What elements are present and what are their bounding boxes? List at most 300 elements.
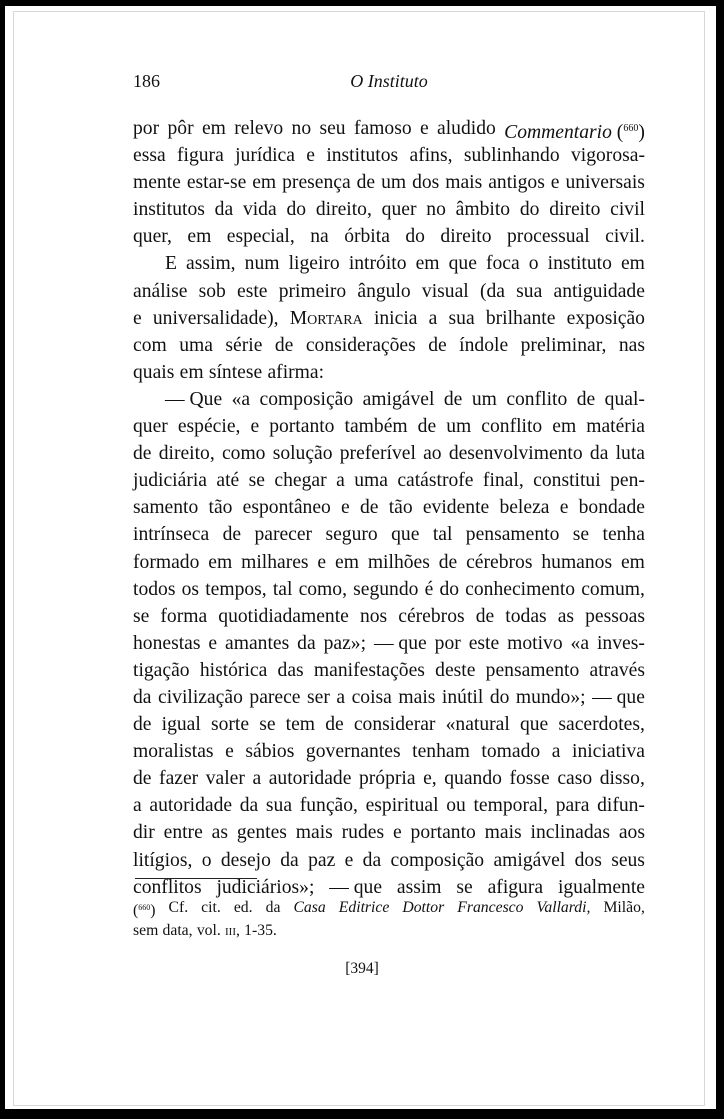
word — [605, 386, 645, 413]
word-text: comum, — [581, 578, 645, 600]
word-text: de — [274, 334, 294, 356]
word — [205, 576, 267, 603]
text-line — [133, 250, 645, 277]
word-text: de — [133, 768, 152, 790]
word — [215, 196, 234, 223]
word-text: um — [381, 172, 407, 194]
word-text: quer — [133, 416, 168, 438]
text-line — [133, 847, 645, 874]
word-text: ed. — [233, 899, 253, 916]
word — [490, 684, 510, 711]
word-text: — que — [373, 632, 427, 654]
word — [342, 819, 384, 846]
word-text: Commentario — [504, 122, 612, 143]
text-line — [133, 792, 645, 819]
word-text: num — [244, 253, 280, 275]
word — [410, 142, 453, 169]
word-text: espiritual — [365, 795, 439, 817]
word-text: manifestações — [313, 659, 425, 681]
word — [398, 603, 464, 630]
word-text: parece — [249, 686, 301, 708]
word — [565, 169, 644, 196]
word-text: chegar — [274, 470, 327, 492]
word-text: no — [426, 199, 446, 221]
word — [212, 819, 228, 846]
word — [505, 603, 546, 630]
word — [232, 386, 251, 413]
word — [391, 521, 419, 548]
word — [507, 223, 590, 250]
word — [586, 413, 645, 440]
footnote-line — [133, 896, 645, 919]
word-text: de — [576, 388, 596, 410]
word — [557, 765, 592, 792]
word-text: do — [286, 199, 307, 221]
word-text: a — [133, 795, 142, 817]
word-text: sua — [448, 307, 475, 329]
word — [486, 657, 580, 684]
word — [133, 847, 192, 874]
word — [290, 305, 363, 332]
word-text: e — [550, 172, 560, 194]
text-line — [133, 630, 645, 657]
word-text: de — [438, 551, 458, 573]
word — [162, 711, 201, 738]
word — [486, 305, 556, 332]
word — [428, 332, 447, 359]
word — [486, 250, 520, 277]
word — [133, 521, 209, 548]
word-text: sem — [133, 922, 159, 939]
word — [560, 494, 569, 521]
word-text: universalidade), — [152, 307, 279, 329]
word — [317, 549, 326, 576]
word-text: é — [424, 578, 434, 600]
word — [245, 738, 294, 765]
word-text: luta — [615, 443, 645, 465]
word-text: ou — [446, 795, 466, 817]
word — [278, 657, 304, 684]
word-text: série — [225, 334, 263, 356]
word-text: mais — [445, 172, 483, 194]
word-text: tenham — [412, 741, 470, 763]
word-text: figura — [176, 145, 224, 167]
word — [529, 250, 539, 277]
word-text: igual — [161, 714, 201, 736]
word — [411, 819, 476, 846]
word — [345, 413, 408, 440]
word-text: assim — [396, 876, 442, 898]
word — [163, 919, 193, 942]
word — [249, 467, 265, 494]
word — [206, 765, 245, 792]
word-text: sacerdotes, — [558, 714, 645, 736]
word-text: da — [214, 199, 234, 221]
word-text: afins, — [409, 145, 453, 167]
word-text: que — [391, 524, 420, 546]
word-text: mais — [295, 822, 333, 844]
word — [445, 169, 482, 196]
word — [571, 630, 590, 657]
word — [585, 603, 645, 630]
word — [299, 576, 347, 603]
word — [165, 250, 177, 277]
word — [133, 603, 149, 630]
word-text: em — [335, 551, 359, 573]
word-text: ângulo — [357, 280, 411, 302]
word-text: samento — [133, 497, 199, 519]
word — [133, 819, 155, 846]
word — [223, 521, 242, 548]
word-text: forma — [160, 605, 208, 627]
word-text: todos — [133, 578, 176, 600]
word — [366, 792, 439, 819]
word-text: «natural — [445, 714, 510, 736]
word — [476, 603, 495, 630]
word-text: parecer — [254, 524, 313, 546]
folio-number: [394] — [345, 960, 379, 977]
word — [456, 196, 510, 223]
word — [169, 896, 189, 919]
word-text: tenha — [602, 524, 645, 546]
word-text: em — [620, 253, 645, 275]
word — [314, 657, 425, 684]
word-text: a — [336, 686, 346, 708]
word-text: e — [344, 849, 354, 871]
word — [353, 576, 418, 603]
word-text: da — [362, 849, 382, 871]
word-text: de — [475, 605, 495, 627]
word-text: solução — [272, 443, 333, 465]
word-text: todas — [505, 605, 547, 627]
word — [296, 819, 333, 846]
word — [266, 792, 292, 819]
word — [237, 819, 287, 846]
word-text: temporal, — [473, 795, 549, 817]
word — [485, 819, 522, 846]
word — [306, 332, 416, 359]
word — [340, 440, 416, 467]
word-text: de — [356, 172, 376, 194]
word — [506, 386, 567, 413]
word — [133, 919, 158, 942]
word — [575, 847, 602, 874]
word — [339, 896, 390, 919]
word-text: jurídica — [235, 145, 295, 167]
word — [178, 413, 241, 440]
word — [481, 413, 542, 440]
word-text: quais — [133, 361, 175, 383]
word — [279, 278, 346, 305]
word — [133, 359, 174, 386]
word-text: afigura — [487, 876, 544, 898]
word-text: preferível — [339, 443, 416, 465]
word-text: Mortara — [289, 307, 363, 329]
word-text: e — [208, 632, 218, 654]
word-text: em — [201, 118, 226, 139]
word — [567, 305, 645, 332]
word — [345, 847, 354, 874]
word-text: caso — [557, 768, 593, 790]
word-text: de — [417, 416, 437, 438]
word-text: dos — [412, 172, 440, 194]
word — [133, 278, 187, 305]
word — [469, 630, 499, 657]
word-text: seu — [319, 118, 346, 139]
footnote-marker: ($^{660}$) — [133, 902, 156, 919]
word-text: matéria — [586, 416, 645, 438]
word: Commentario ($^{660}$) — [504, 122, 645, 143]
word — [425, 576, 434, 603]
word-text: de — [428, 334, 447, 356]
word-text: de — [325, 714, 344, 736]
word-text: e — [225, 741, 234, 763]
word-text: beleza — [499, 497, 550, 519]
word — [616, 440, 645, 467]
word — [244, 919, 277, 942]
word-text: paz»; — [323, 632, 367, 654]
word-text: de — [443, 388, 463, 410]
word-text: iii, — [225, 922, 240, 939]
word — [133, 223, 172, 250]
word — [493, 847, 565, 874]
text-line — [133, 278, 645, 305]
word — [579, 494, 645, 521]
word — [439, 576, 459, 603]
word — [551, 169, 560, 196]
word — [208, 630, 217, 657]
word-text: espontâneo — [242, 497, 331, 519]
word — [297, 630, 316, 657]
word-text: cérebros — [466, 551, 533, 573]
word-text: quando — [444, 768, 502, 790]
word — [621, 250, 645, 277]
word-text: âmbito — [455, 199, 511, 221]
word — [412, 169, 439, 196]
word — [336, 684, 345, 711]
word — [221, 847, 271, 874]
word-text: em — [415, 253, 440, 275]
word — [444, 765, 502, 792]
word-text: antiguidade — [553, 280, 645, 302]
word — [398, 684, 435, 711]
word-text: função, — [299, 795, 358, 817]
word-text: este — [468, 632, 500, 654]
word-text: da — [133, 686, 152, 708]
word — [234, 896, 253, 919]
word — [435, 630, 461, 657]
word-text: sublinhando — [463, 145, 560, 167]
word — [488, 169, 545, 196]
word — [597, 792, 645, 819]
word-text: conflito — [506, 388, 568, 410]
word — [306, 738, 401, 765]
word — [227, 223, 295, 250]
word-text: seus — [611, 849, 645, 871]
word — [521, 332, 607, 359]
word-text: seguro — [325, 524, 378, 546]
text-line — [133, 386, 645, 413]
word — [222, 440, 266, 467]
word — [289, 250, 340, 277]
word-text: considerações — [305, 334, 416, 356]
word — [483, 467, 524, 494]
word-text: deste — [435, 659, 476, 681]
word-text: como, — [298, 578, 347, 600]
text-line — [133, 196, 645, 223]
word — [391, 847, 485, 874]
word-text: dir — [133, 822, 155, 844]
text-line — [133, 467, 645, 494]
word — [252, 169, 276, 196]
word — [473, 792, 548, 819]
word — [548, 250, 612, 277]
word-text: ao — [423, 443, 442, 465]
word — [537, 896, 591, 919]
word — [449, 250, 477, 277]
word-text: — que — [329, 876, 383, 898]
word-text: nas — [618, 334, 645, 356]
word-text: por — [434, 632, 461, 654]
word-text: vida — [242, 199, 277, 221]
word-text: essa — [133, 145, 166, 167]
word — [556, 792, 590, 819]
word — [201, 896, 221, 919]
word — [480, 278, 505, 305]
word-text: autoridade — [149, 795, 233, 817]
word-text: sábios — [245, 741, 295, 763]
word — [241, 549, 308, 576]
word-text: tempos, — [205, 578, 267, 600]
word-text: amigável — [493, 849, 566, 871]
word — [275, 332, 294, 359]
word-text: vol. — [196, 922, 221, 939]
word — [374, 630, 427, 657]
word — [133, 467, 207, 494]
word — [266, 896, 281, 919]
word-text: tem — [285, 714, 316, 736]
word-text: paz — [308, 849, 336, 871]
footnote-reference: 660 — [623, 123, 639, 134]
word-text: composição — [390, 849, 485, 871]
word — [533, 467, 601, 494]
page-number: 186 — [133, 71, 160, 91]
word-text: com — [133, 334, 167, 356]
word — [368, 549, 430, 576]
text-line — [133, 332, 645, 359]
word — [418, 413, 437, 440]
word — [133, 630, 200, 657]
page-header — [133, 71, 645, 97]
word — [354, 115, 412, 142]
word-text: judiciários»; — [216, 876, 315, 898]
word — [160, 603, 207, 630]
word — [319, 115, 345, 142]
word — [216, 467, 239, 494]
word-text: preliminar, — [520, 334, 607, 356]
word-text: catástrofe — [397, 470, 474, 492]
word-text: motivo — [507, 632, 563, 654]
word-text: (da — [479, 280, 505, 302]
text-line — [133, 223, 645, 250]
word — [516, 684, 586, 711]
word — [520, 711, 548, 738]
word-text: humanos — [541, 551, 613, 573]
word — [286, 711, 315, 738]
word — [200, 657, 267, 684]
word-text: primeiro — [278, 280, 347, 302]
word-text: Vallardi, — [536, 899, 591, 916]
word-text: das — [277, 659, 304, 681]
word — [159, 765, 198, 792]
word — [164, 819, 203, 846]
word-text: visual — [421, 280, 469, 302]
word-text: Casa — [293, 899, 326, 916]
text-line — [133, 115, 645, 142]
word — [306, 142, 315, 169]
word — [349, 250, 407, 277]
word-text: através — [589, 659, 645, 681]
word — [282, 169, 351, 196]
text-line — [133, 494, 645, 521]
word-text: especial, — [226, 226, 295, 248]
word-text: famoso — [353, 118, 412, 139]
word-text: quotidiadamente — [218, 605, 349, 627]
word — [429, 305, 438, 332]
word-text: uma — [354, 470, 388, 492]
word-text: exposição — [566, 307, 645, 329]
word — [240, 792, 259, 819]
word — [549, 196, 600, 223]
word — [577, 386, 596, 413]
word — [180, 359, 204, 386]
word — [267, 359, 324, 386]
word — [466, 521, 560, 548]
word-text: dos — [574, 849, 602, 871]
word — [393, 819, 402, 846]
word — [420, 115, 429, 142]
word — [243, 196, 277, 223]
word — [581, 576, 645, 603]
word-text: de — [133, 443, 152, 465]
word — [354, 711, 436, 738]
word — [209, 359, 262, 386]
word — [472, 386, 497, 413]
word — [237, 278, 267, 305]
word-text: espécie, — [177, 416, 241, 438]
word-text: valer — [205, 768, 245, 790]
word — [133, 494, 198, 521]
word — [572, 738, 645, 765]
text-line — [133, 440, 645, 467]
word-text: da — [280, 849, 299, 871]
word — [422, 278, 469, 305]
word-text: a — [252, 768, 262, 790]
word-text: Dottor — [402, 899, 445, 916]
word-text: sob — [198, 280, 226, 302]
word-text: judiciária — [133, 470, 207, 492]
word — [516, 278, 542, 305]
word — [603, 521, 645, 548]
word — [360, 603, 387, 630]
word-text: sua — [516, 280, 543, 302]
word-text: segundo — [353, 578, 419, 600]
word — [509, 765, 549, 792]
word — [159, 440, 215, 467]
word-text: fosse — [509, 768, 550, 790]
word-text: litígios, — [133, 849, 193, 871]
word-text: um — [471, 388, 497, 410]
